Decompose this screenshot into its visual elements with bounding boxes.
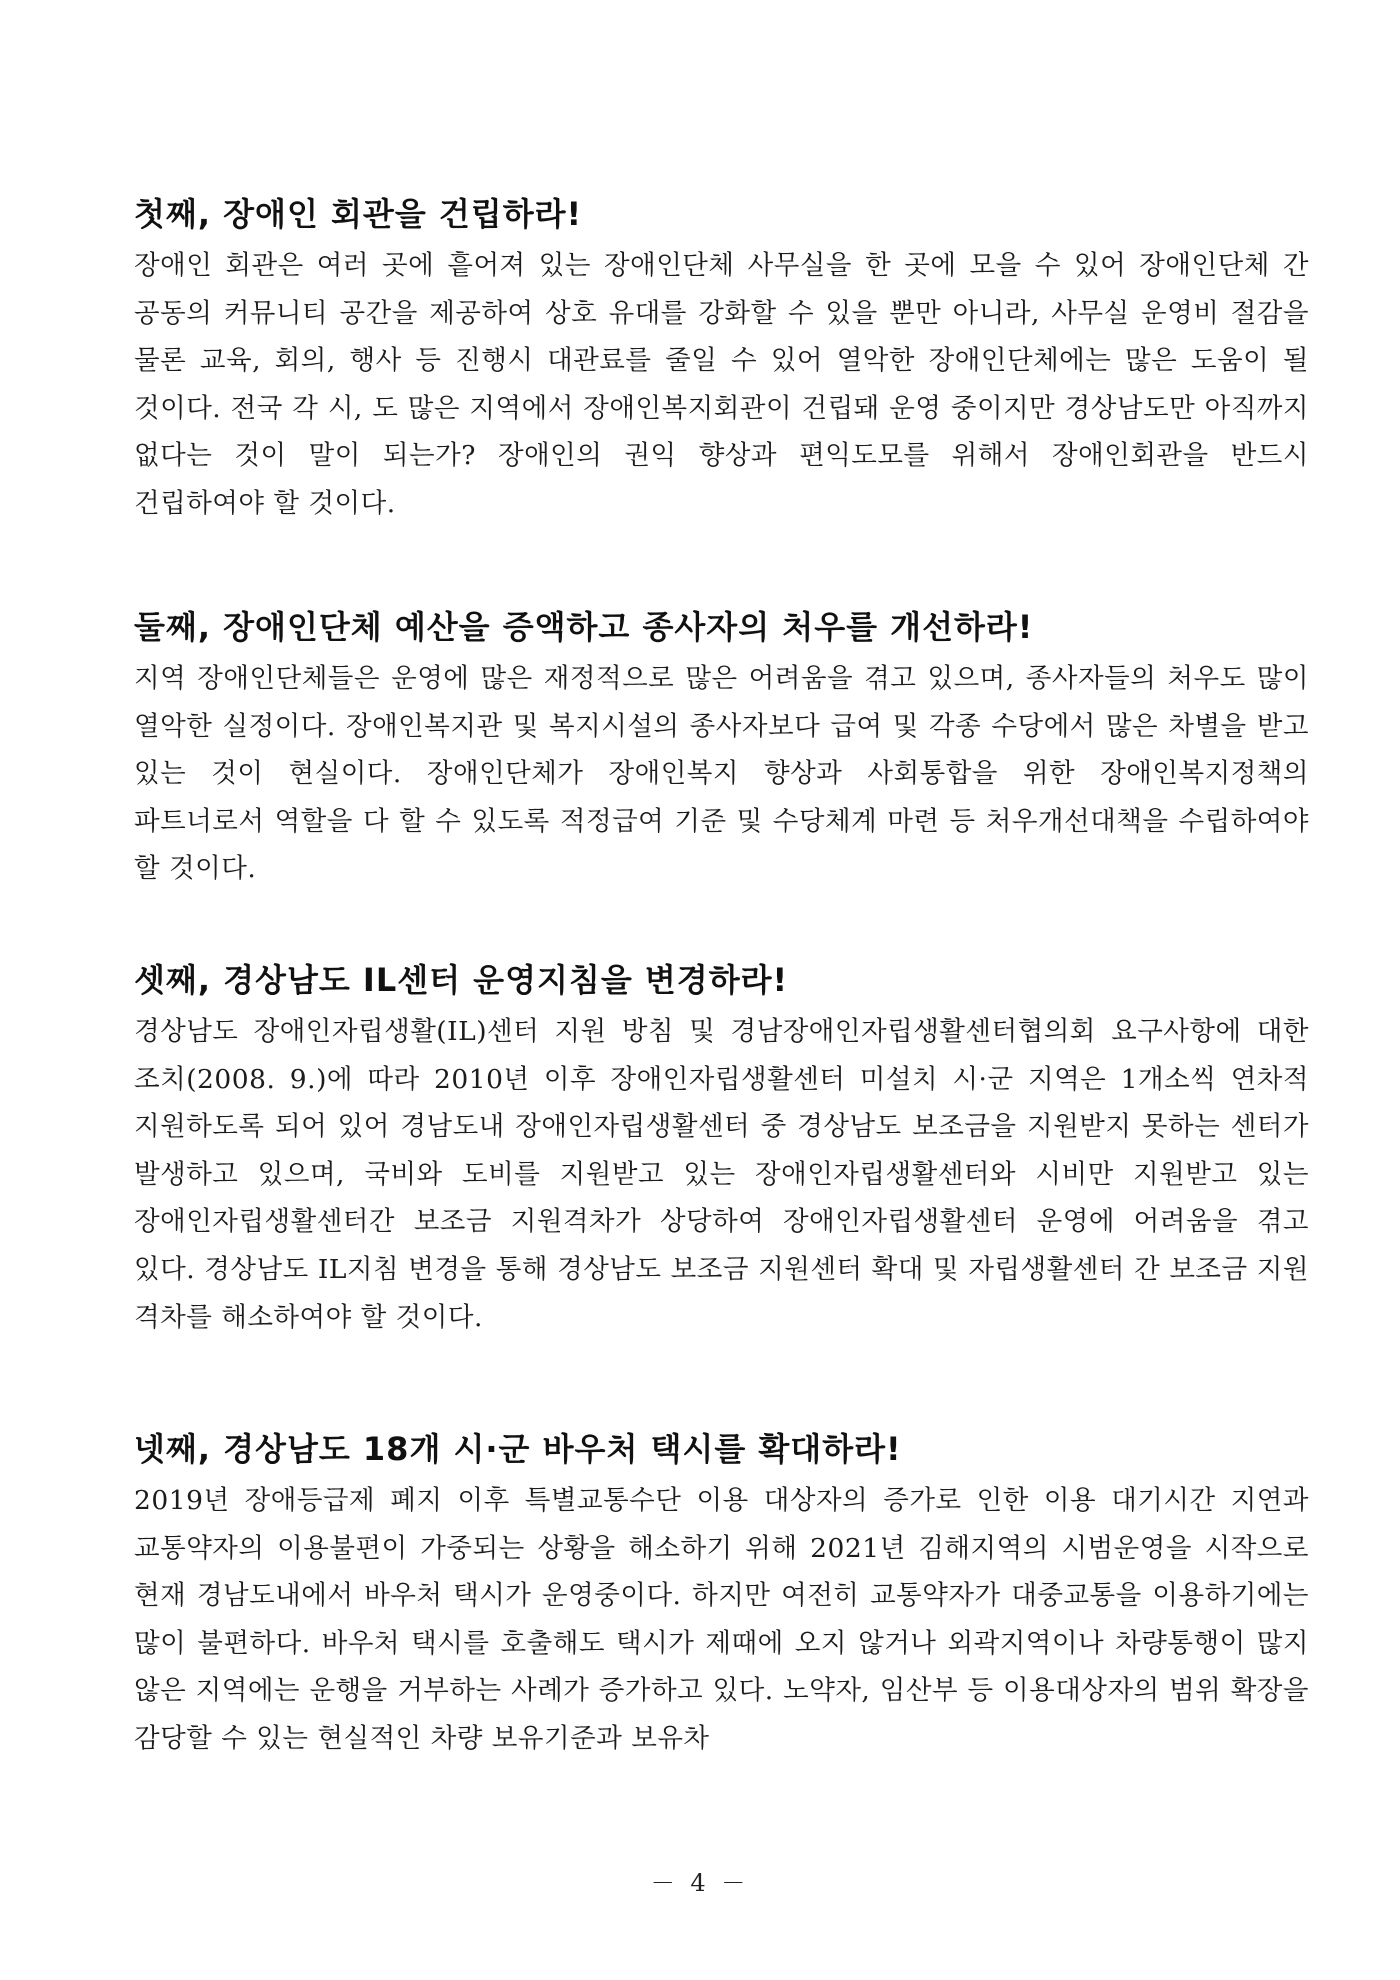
section-title: 둘째, 장애인단체 예산을 증액하고 종사자의 처우를 개선하라!: [134, 608, 1034, 646]
section-second-budget-increase: [134, 605, 1309, 893]
section-body: 경상남도 장애인자립생활(IL)센터 지원 방침 및 경남장애인자립생활센터협의회 요구사항에 대한 조치(2008. 9.)에 따라 2010년 이후 장애인자립생활센터 미설치 시·군 지역은 1개소씩 연차적 지원하도록 되어 있어 경남도내 장애인자립생활센터 중 경상남도 보조금을 지원받지 못하는 센터가 발생하고 있으며, 국비와 도비를 지원받고 있는 장애인자립생활센터와 시비만 지원받고 있는 장애인자립생활센터간 보조금 지원격차가 상당하여 장애인자립생활센터 운영에 어려움을 겪고 있다. 경상남도 IL지침 변경을 통해 경상남도 보조금 지원센터 확대 및 자립생활센터 간 보조금 지원 격차를 해소하여야 할 것이다.: [134, 1016, 1309, 1333]
section-third-il-center-guidelines: [134, 958, 1309, 1341]
section-body: 장애인 회관은 여러 곳에 흩어져 있는 장애인단체 사무실을 한 곳에 모을 수 있어 장애인단체 간 공동의 커뮤니티 공간을 제공하여 상호 유대를 강화할 수 있을 뿐만 아니라, 사무실 운영비 절감을 물론 교육, 회의, 행사 등 진행시 대관료를 줄일 수 있어 열악한 장애인단체에는 많은 도움이 될 것이다. 전국 각 시, 도 많은 지역에서 장애인복지회관이 건립돼 운영 중이지만 경상남도만 아직까지 없다는 것이 말이 되는가? 장애인의 권익 향상과 편익도모를 위해서 장애인회관을 반드시 건립하여야 할 것이다.: [134, 250, 1309, 519]
section-title: 첫째, 장애인 회관을 건립하라!: [134, 195, 583, 233]
section-title: 셋째, 경상남도 IL센터 운영지침을 변경하라!: [134, 961, 789, 999]
section-body: 지역 장애인단체들은 운영에 많은 재정적으로 많은 어려움을 겪고 있으며, 종사자들의 처우도 많이 열악한 실정이다. 장애인복지관 및 복지시설의 종사자보다 급여 및 각종 수당에서 많은 차별을 받고 있는 것이 현실이다. 장애인단체가 장애인복지 향상과 사회통합을 위한 장애인복지정책의 파트너로서 역할을 다 할 수 있도록 적정급여 기준 및 수당체계 마련 등 처우개선대책을 수립하여야 할 것이다.: [134, 663, 1309, 885]
section-first-disability-hall: [134, 192, 1309, 528]
section-body: 2019년 장애등급제 폐지 이후 특별교통수단 이용 대상자의 증가로 인한 이용 대기시간 지연과 교통약자의 이용불편이 가중되는 상황을 해소하기 위해 2021년 김해지역의 시범운영을 시작으로 현재 경남도내에서 바우처 택시가 운영중이다. 하지만 여전히 교통약자가 대중교통을 이용하기에는 많이 불편하다. 바우처 택시를 호출해도 택시가 제때에 오지 않거나 외곽지역이나 차량통행이 많지 않은 지역에는 운행을 거부하는 사례가 증가하고 있다. 노약자, 임산부 등 이용대상자의 범위 확장을 감당할 수 있는 현실적인 차량 보유기준과 보유차: [134, 1485, 1309, 1754]
section-title: 넷째, 경상남도 18개 시·군 바우처 택시를 확대하라!: [134, 1430, 902, 1468]
section-fourth-voucher-taxi: [134, 1427, 1309, 1763]
page-number: － 4 －: [650, 1869, 750, 1897]
